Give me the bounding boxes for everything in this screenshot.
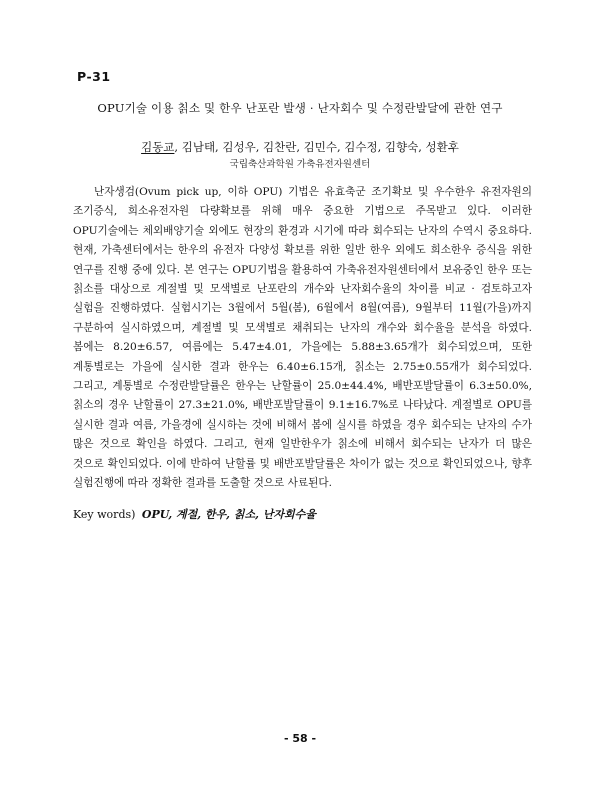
co-authors: , 김남태, 김성우, 김찬란, 김민수, 김수정, 김향숙, 성환후 (174, 140, 459, 154)
abstract-body: 난자생검(Ovum pick up, 이하 OPU) 기법은 유효축군 조기확보 및 우수한우 유전자원의 조기증식, 희소유전자원 다량확보를 위해 매우 중요한 기법으로 주목받고 있다. 이러한 OPU기술에는 체외배양기술 외에도 현장의 환경과 시기에 따라 회수되는 난자의 수역시 중요하다. 현재, 가축센터에서는 한우의 유전자 다양성 확보를 위한 일반 한우 외에도 희소한우 증식을 위한 연구를 진행 중에 있다. 본 연구는 OPU기법을 활용하여 가축유전자원센터에서 보유중인 한우 또는 칡소를 대상으로 계절별 및 모색별로 난포란의 개수와 난자회수율의 차이를 비교 · 검토하고자 실험을 진행하였다. 실험시기는 3월에서 5월(봄), 6월에서 8월(여름), 9월부터 11월(가을)까지 구분하여 실시하였으며, 계절별 및 모색별로 채취되는 난자의 개수와 회수율을 분석을 하였다. 봄에는 8.20±6.57, 여름에는 5.47±4.01, 가을에는 5.88±3.65개가 회수되었으며, 또한 계통별로는 가을에 실시한 결과 한우는 6.40±6.15개, 칡소는 2.75±0.55개가 회수되었다. 그리고, 계통별로 수정란발달률은 한우는 난할률이 25.0±44.4%, 배반포발달률이 6.3±50.0%, 칡소의 경우 난할률이 27.3±21.0%, 배반포발달률이 9.1±16.7%로 나타났다. 계절별로 OPU를 실시한 결과 여름, 가을경에 실시하는 것에 비해서 봄에 실시를 하였을 경우 회수되는 난자의 수가 많은 것으로 확인을 하였다. 그리고, 현재 일반한우가 칡소에 비해서 회수되는 난자가 더 많은 것으로 확인되었다. 이에 반하여 난할률 및 배반포발달률은 차이가 없는 것으로 확인되었으나, 향후 실험진행에 따라 정확한 결과를 도출할 것으로 사료된다. (73, 186, 533, 490)
lead-author: 김동교 (141, 140, 175, 154)
abstract-title: OPU기술 이용 칡소 및 한우 난포란 발생 · 난자회수 및 수정란발달에 관한 연구 (97, 101, 503, 115)
keywords-label: Key words) (73, 508, 136, 521)
page-number: - 58 - (283, 732, 317, 745)
affiliation: 국립축산과학원 가축유전자원센터 (229, 159, 371, 170)
keywords (73, 506, 316, 522)
keywords-list: OPU, 계절, 한우, 칡소, 난자회수율 (141, 508, 316, 521)
author-list (60, 139, 540, 155)
abstract-code: P-31 (77, 69, 111, 84)
